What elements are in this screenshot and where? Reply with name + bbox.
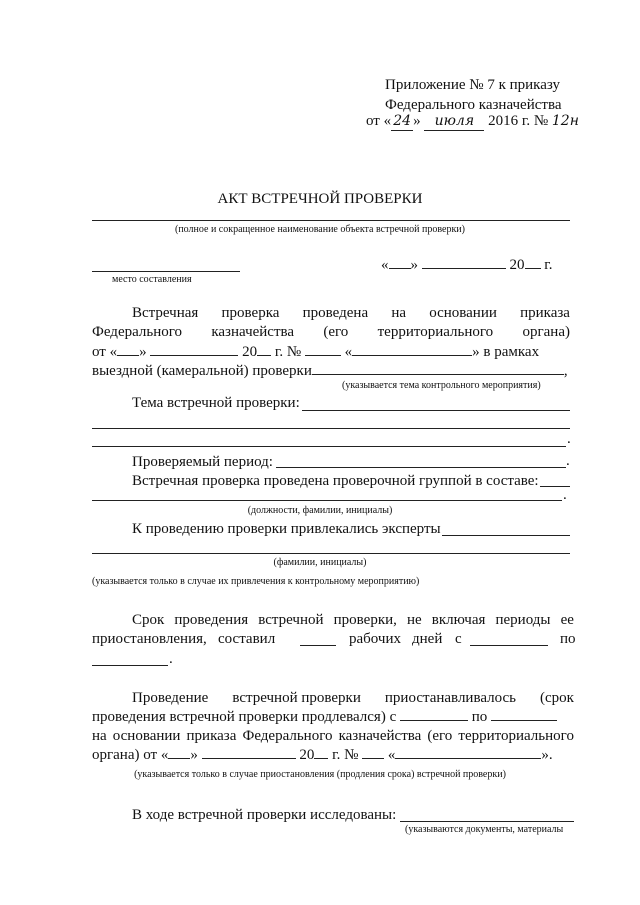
para1-row3: от « » 20 г. № « » в рамках (92, 344, 540, 360)
term-row2: приостановления, (92, 631, 207, 647)
term-to-line (92, 665, 168, 666)
act-date-line: « » 20 г. (381, 257, 553, 273)
issuer-name: Федерального казначейства (385, 97, 562, 113)
object-name-line (92, 220, 570, 221)
topic-line-3 (92, 446, 566, 447)
group-caption: (должности, фамилии, инициалы) (247, 505, 393, 516)
para1-row2: Федерального казначейства (его территориального органа) (92, 324, 570, 340)
order-number: 12н (551, 113, 579, 129)
investigated-line (400, 821, 574, 822)
experts-caption: (фамилии, инициалы) (273, 557, 367, 568)
order-month: июля (424, 112, 484, 131)
topic-line-2 (92, 428, 570, 429)
annex-reference: Приложение № 7 к приказу (385, 77, 560, 93)
place-caption: место составления (112, 274, 192, 285)
suspend-row3: на основании приказа Федерального казначейства (его территориального (92, 728, 574, 744)
page-title: АКТ ВСТРЕЧНОЙ ПРОВЕРКИ (217, 191, 423, 207)
theme-caption: (указывается тема контрольного мероприятия) (342, 380, 541, 391)
para1-row1: Встречная проверка проведена на основании приказа (132, 305, 570, 321)
object-name-caption: (полное и сокращенное наименование объекта встречной проверки) (175, 224, 465, 235)
place-line (92, 271, 240, 272)
suspend-caption: (указывается только в случае приостановления (продления срока) встречной проверки) (134, 769, 506, 780)
term-row1: Срок проведения встречной проверки, не включая периоды ее (132, 612, 574, 628)
para1-row4: выездной (камеральной) проверки , (92, 363, 568, 379)
period-line (276, 467, 566, 468)
period-label: Проверяемый период: (132, 454, 273, 470)
order-day: 24 (391, 112, 413, 131)
order-date-line: от « 24 » июля 2016 г. № 12н (366, 113, 579, 129)
suspend-row1: Проведение встречной проверки приостанавливалось (срок (132, 690, 574, 706)
group-line-2 (92, 500, 562, 501)
suspend-row4: органа) от « » 20 г. № « ». (92, 747, 553, 763)
topic-label: Тема встречной проверки: (132, 395, 300, 411)
experts-label: К проведению проверки привлекались эксперты (132, 521, 441, 537)
experts-line-1 (442, 535, 570, 536)
term-from-line (470, 645, 548, 646)
suspend-row2: проведения встречной проверки продлевался) с по (92, 708, 557, 726)
experts-note: (указывается только в случае их привлечения к контрольному мероприятию) (92, 576, 420, 587)
experts-line-2 (92, 553, 570, 554)
term-days-line (300, 645, 336, 646)
group-label: Встречная проверка проведена проверочной группой в составе: (132, 473, 539, 489)
topic-line-1 (302, 410, 570, 411)
investigated-label: В ходе встречной проверки исследованы: (132, 807, 397, 823)
investigated-caption: (указываются документы, материалы (405, 824, 564, 835)
